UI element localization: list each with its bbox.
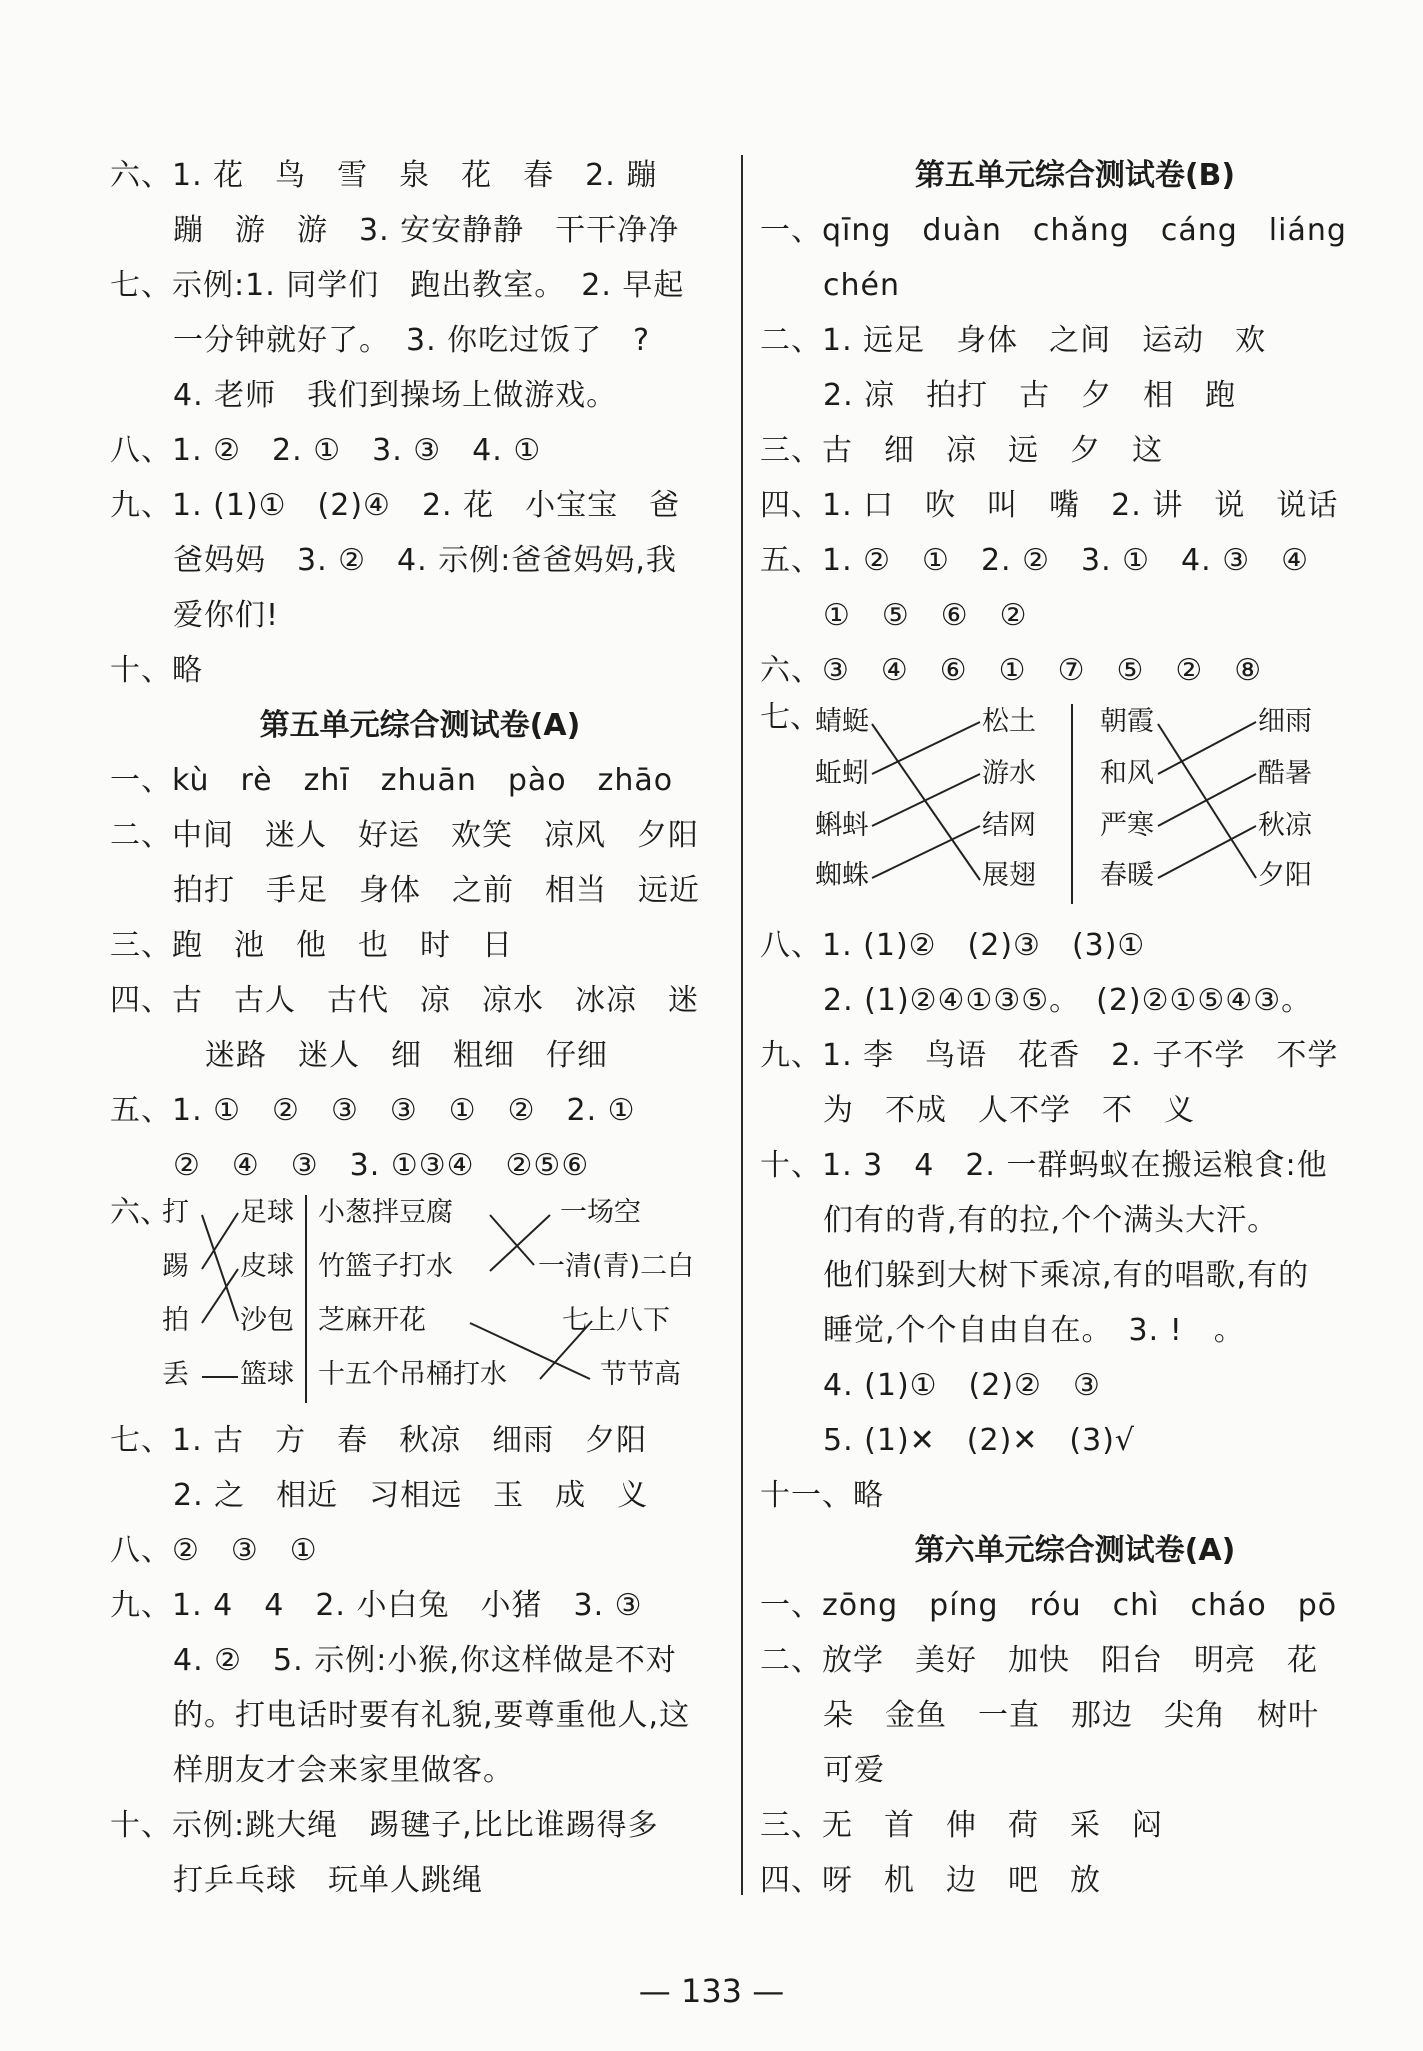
match-item: 篮球 (240, 1359, 294, 1390)
match-item: 春暖 (1100, 860, 1154, 891)
matching-exercise-seven (760, 698, 1390, 918)
matching-lines (760, 698, 1390, 918)
match-item: 一场空 (560, 1197, 641, 1228)
match-item: 游水 (982, 758, 1036, 789)
answer-line: ① ⑤ ⑥ ② (823, 598, 1028, 633)
answer-line: 四、呀 机 边 吧 放 (760, 1863, 1101, 1898)
answer-line: 们有的背,有的拉,个个满头大汗。 (823, 1203, 1279, 1238)
answer-line: 二、中间 迷人 好运 欢笑 凉风 夕阳 (110, 818, 699, 853)
answer-line: 八、1. (1)② (2)③ (3)① (760, 928, 1146, 963)
match-item: 展翅 (982, 860, 1036, 891)
answer-line: 十、略 (110, 653, 203, 688)
answer-line: 的。打电话时要有礼貌,要尊重他人,这 (173, 1698, 691, 1733)
answer-line: 4. (1)① (2)② ③ (823, 1368, 1101, 1403)
answer-line: 蹦 游 游 3. 安安静静 干干净净 (173, 213, 680, 248)
match-line (872, 826, 980, 878)
answer-line: 八、② ③ ① (110, 1533, 318, 1568)
answer-line: 十一、略 (760, 1478, 884, 1513)
answer-line: 三、无 首 伸 荷 采 闷 (760, 1808, 1163, 1843)
match-item: 七上八下 (562, 1305, 670, 1336)
match-line (490, 1215, 550, 1271)
match-item: 蚯蚓 (815, 758, 869, 789)
match-line (540, 1321, 592, 1379)
match-item: 踢 (162, 1251, 189, 1282)
answer-line: 5. (1)✕ (2)✕ (3)√ (823, 1423, 1136, 1458)
answer-line: 七、示例:1. 同学们 跑出教室。 2. 早起 (110, 268, 685, 303)
match-item: 秋凉 (1258, 810, 1312, 841)
answer-line: 一、qīng duàn chǎng cáng liáng (760, 213, 1347, 248)
match-line (490, 1215, 534, 1265)
match-item: 节节高 (600, 1359, 681, 1390)
answer-line: 二、放学 美好 加快 阳台 明亮 花 (760, 1643, 1318, 1678)
match-item: 打 (162, 1197, 189, 1228)
section-title: 第五单元综合测试卷(A) (259, 708, 581, 743)
match-item: 松土 (982, 706, 1036, 737)
match-item: 结网 (982, 810, 1036, 841)
answer-line: 迷路 迷人 细 粗细 仔细 (205, 1038, 608, 1073)
answer-line: chén (823, 268, 900, 303)
answer-line: 十、1. 3 4 2. 一群蚂蚁在搬运粮食:他 (760, 1148, 1328, 1183)
page-number: — 133 — (638, 1972, 785, 2010)
match-item: 蝌蚪 (815, 810, 869, 841)
match-line (202, 1215, 238, 1321)
match-item: 小葱拌豆腐 (318, 1197, 453, 1228)
match-item: 皮球 (240, 1251, 294, 1282)
answer-line: 4. 老师 我们到操场上做游戏。 (173, 378, 618, 413)
answer-line: 2. 之 相近 习相远 玉 成 义 (173, 1478, 649, 1513)
match-item: 足球 (240, 1197, 294, 1228)
section-title: 第五单元综合测试卷(B) (914, 158, 1236, 193)
match-item: 十五个吊桶打水 (318, 1359, 507, 1390)
answer-line: 爸妈妈 3. ② 4. 示例:爸爸妈妈,我 (173, 543, 677, 578)
question-label: 七、 (760, 700, 820, 735)
answer-line: 九、1. (1)① (2)④ 2. 花 小宝宝 爸 (110, 488, 681, 523)
answer-line: 2. 凉 拍打 古 夕 相 跑 (823, 378, 1237, 413)
answer-line: 爱你们! (173, 598, 280, 633)
match-item: 丢 (162, 1359, 189, 1390)
match-item: 酷暑 (1258, 758, 1312, 789)
match-item: 和风 (1100, 758, 1154, 789)
right-column (760, 148, 1390, 1908)
left-column (110, 148, 730, 1908)
answer-line: 可爱 (823, 1753, 885, 1788)
section-title: 第六单元综合测试卷(A) (914, 1533, 1236, 1568)
answer-line: 七、1. 古 方 春 秋凉 细雨 夕阳 (110, 1423, 648, 1458)
match-line (470, 1323, 590, 1379)
answer-line: 八、1. ② 2. ① 3. ③ 4. ① (110, 433, 542, 468)
answer-line: 朵 金鱼 一直 那边 尖角 树叶 (823, 1698, 1319, 1733)
match-item: 沙包 (240, 1305, 294, 1336)
answer-line: 一分钟就好了。 3. 你吃过饭了 ? (173, 323, 651, 358)
answer-line: 样朋友才会来家里做客。 (173, 1753, 514, 1788)
answer-line: 二、1. 远足 身体 之间 运动 欢 (760, 323, 1267, 358)
answer-line: 五、1. ① ② ③ ③ ① ② 2. ① (110, 1093, 636, 1128)
match-line (202, 1269, 238, 1323)
match-item: 严寒 (1100, 810, 1154, 841)
match-item: 蜻蜓 (815, 706, 869, 737)
answer-line: 2. (1)②④①③⑤。 (2)②①⑤④③。 (823, 983, 1313, 1018)
match-item: 朝霞 (1100, 706, 1154, 737)
answer-line: 九、1. 4 4 2. 小白兔 小猪 3. ③ (110, 1588, 643, 1623)
match-item: 细雨 (1258, 706, 1312, 737)
match-line (1158, 826, 1256, 878)
answer-line: 为 不成 人不学 不 义 (823, 1093, 1195, 1128)
answer-line: 三、古 细 凉 远 夕 这 (760, 433, 1163, 468)
answer-line: 拍打 手足 身体 之前 相当 远近 (173, 873, 700, 908)
match-line (202, 1213, 238, 1269)
answer-line: 六、1. 花 鸟 雪 泉 花 春 2. 蹦 (110, 158, 658, 193)
answer-line: 四、1. 口 吹 叫 嘴 2. 讲 说 说话 (760, 488, 1339, 523)
answer-line: 九、1. 李 鸟语 花香 2. 子不学 不学 (760, 1038, 1339, 1073)
answer-line: ② ④ ③ 3. ①③④ ②⑤⑥ (173, 1148, 590, 1183)
answer-line: 六、③ ④ ⑥ ① ⑦ ⑤ ② ⑧ (760, 653, 1263, 688)
match-item: 夕阳 (1258, 860, 1312, 891)
match-item: 竹篮子打水 (318, 1251, 453, 1282)
answer-line: 4. ② 5. 示例:小猴,你这样做是不对 (173, 1643, 677, 1678)
match-item: 一清(青)二白 (538, 1251, 695, 1282)
match-item: 蜘蛛 (815, 860, 869, 891)
answer-line: 一、kù rè zhī zhuān pào zhāo (110, 763, 674, 798)
matching-exercise-six (110, 1193, 730, 1413)
match-item: 拍 (162, 1305, 189, 1336)
answer-line: 四、古 古人 古代 凉 凉水 冰凉 迷 (110, 983, 699, 1018)
answer-line: 一、zōng píng róu chì cháo pō (760, 1588, 1338, 1623)
answer-line: 睡觉,个个自由自在。 3. ! 。 (823, 1313, 1245, 1348)
answer-line: 五、1. ② ① 2. ② 3. ① 4. ③ ④ (760, 543, 1310, 578)
match-item: 芝麻开花 (318, 1305, 426, 1336)
match-line (872, 774, 980, 826)
answer-line: 打乒乓球 玩单人跳绳 (173, 1863, 483, 1898)
column-divider (741, 155, 743, 1895)
matching-lines (110, 1193, 730, 1413)
answer-line: 三、跑 池 他 也 时 日 (110, 928, 513, 963)
question-label: 六、 (110, 1195, 170, 1230)
answer-line: 十、示例:跳大绳 踢毽子,比比谁踢得多 (110, 1808, 659, 1843)
answer-line: 他们躲到大树下乘凉,有的唱歌,有的 (823, 1258, 1310, 1293)
match-line (1158, 774, 1256, 826)
